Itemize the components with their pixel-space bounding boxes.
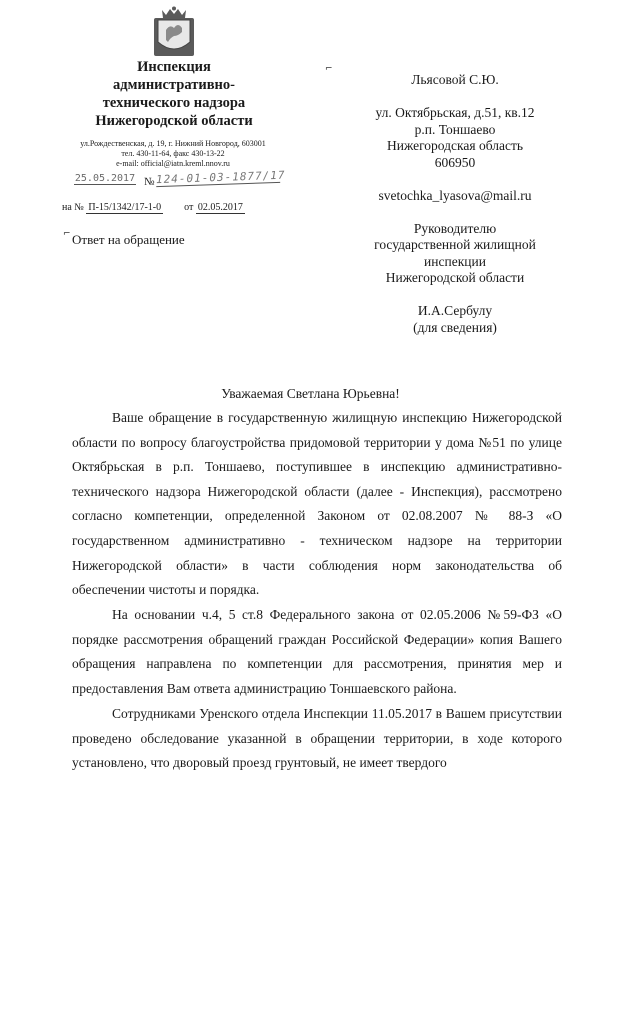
paragraph-text: Сотрудниками Уренского отдела Инспекции 11.05.2017 в Вашем присутствии проведено обследование указанной в обращении территории, в ходе которого установлено, что дворовый проезд грунтовый, не имеет твердого xyxy=(72,706,562,771)
addressee-street: ул. Октябрьская, д.51, кв.12 xyxy=(375,105,535,120)
body-paragraph xyxy=(72,702,562,776)
reference-label: на № xyxy=(62,202,84,213)
addressee-town: р.п. Тоншаево xyxy=(414,121,496,137)
issuer-name-line: Инспекция xyxy=(137,59,211,75)
reference-date: 02.05.2017 xyxy=(197,202,243,213)
copy-recipient-note: (для сведения) xyxy=(413,319,497,335)
copy-recipient-line: Нижегородской области xyxy=(385,270,525,285)
reference-line xyxy=(62,202,245,214)
corner-mark-icon: ⌐ xyxy=(325,64,333,74)
addressee-block xyxy=(350,72,560,336)
corner-mark-icon: ⌐ xyxy=(63,229,71,239)
addressee-postcode: 606950 xyxy=(434,154,476,170)
paragraph-text: Ваше обращение в государственную жилищную инспекцию Нижегородской области по вопросу благоустройства придомовой территории у дома №51 по улице Октябрьская в р.п. Тоншаево, поступившее в инспекцию административно-технического надзора Нижегородской области (далее - Инспекция), рассмотрено согласно компетенции, определенной Законом от 02.08.2007 № 88-З «О государственном административно - техническом надзоре на территории Нижегородской области» в части соблюдения норм законодательства об обеспечении чистоты и порядка. xyxy=(72,410,562,598)
paragraph-text: На основании ч.4, 5 ст.8 Федерального закона от 02.05.2006 №59-ФЗ «О порядке рассмотрения обращений граждан Российской Федерации» копия Вашего обращения направлена по компетенции для рассмотрения, принятия мер и предоставления Вам ответа администрацию Тоншаевского района. xyxy=(72,607,562,696)
reference-date-label: от xyxy=(184,202,194,213)
issuer-phone: тел. 430-11-64, факс 430-13-22 xyxy=(121,149,225,158)
issuer-email: e-mail: official@iatn.kreml.nnov.ru xyxy=(116,159,230,168)
issuer-name-line: технического надзора xyxy=(102,95,246,111)
body-paragraph xyxy=(72,406,562,603)
letter-subject: Ответ на обращение xyxy=(72,232,185,247)
registration-number-label: № xyxy=(144,176,155,188)
issuer-contacts xyxy=(62,139,284,169)
issuer-name-line: административно- xyxy=(113,77,235,93)
copy-recipient-line: Руководителю xyxy=(413,220,497,236)
issuer-address: ул.Рождественская, д. 19, г. Нижний Новгород, 603001 xyxy=(80,139,266,148)
issuer-name-line: Нижегородской области xyxy=(95,113,253,129)
body-paragraph xyxy=(72,603,562,701)
addressee-name: Льясовой С.Ю. xyxy=(411,72,499,87)
reference-number: П-15/1342/17-1-0 xyxy=(88,202,162,213)
copy-recipient-name: И.А.Сербулу xyxy=(417,303,493,318)
addressee-region: Нижегородская область xyxy=(386,138,524,153)
copy-recipient-line: государственной жилищной xyxy=(374,237,536,252)
copy-recipient-line: инспекции xyxy=(424,253,486,269)
greeting: Уважаемая Светлана Юрьевна! xyxy=(221,386,400,401)
issuer-name xyxy=(64,58,284,130)
coat-of-arms-icon xyxy=(152,6,196,58)
addressee-email: svetochka_lyasova@mail.ru xyxy=(378,187,532,203)
registration-number-stamp: 124-01-03-1877/17 xyxy=(155,168,286,187)
registration-date-stamp: 25.05.2017 xyxy=(74,173,136,184)
